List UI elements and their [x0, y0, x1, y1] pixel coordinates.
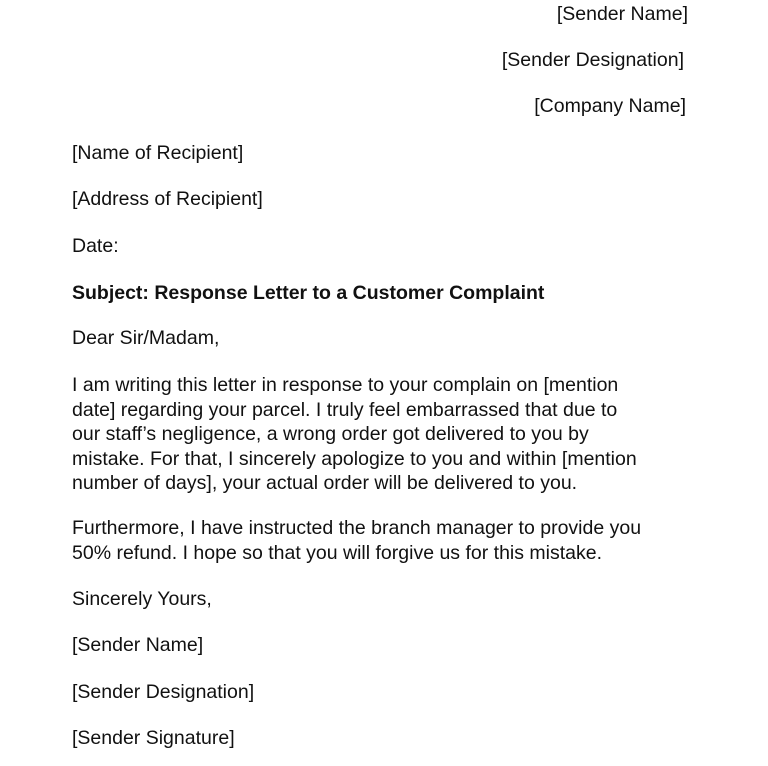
- sender-name-header: [Sender Name]: [556, 3, 688, 25]
- salutation: Dear Sir/Madam,: [72, 327, 220, 349]
- sender-designation-header: [Sender Designation]: [501, 49, 684, 71]
- body-paragraph-1: [72, 373, 712, 496]
- sender-signature: [Sender Signature]: [72, 727, 235, 749]
- signature-sender-name: [Sender Name]: [72, 634, 204, 656]
- recipient-address: [Address of Recipient]: [72, 188, 263, 210]
- signature-sender-designation: [Sender Designation]: [72, 681, 255, 703]
- closing: Sincerely Yours,: [72, 588, 212, 610]
- recipient-name: [Name of Recipient]: [72, 142, 244, 164]
- paragraph-line: number of days], your actual order will be delivered to you.: [72, 472, 578, 494]
- paragraph-line: mistake. For that, I sincerely apologize to you and within [mention: [72, 447, 637, 470]
- paragraph-line: 50% refund. I hope so that you will forgive us for this mistake.: [72, 541, 603, 564]
- date-label: Date:: [72, 235, 119, 257]
- paragraph-line: our staff’s negligence, a wrong order got delivered to you by: [72, 423, 589, 445]
- body-paragraph-2: [72, 516, 712, 565]
- company-name-header: [Company Name]: [534, 95, 686, 117]
- paragraph-line: Furthermore, I have instructed the branch manager to provide you: [72, 517, 642, 539]
- paragraph-line: I am writing this letter in response to your complain on [mention: [72, 374, 619, 396]
- subject-line: Subject: Response Letter to a Customer Complaint: [72, 282, 545, 304]
- paragraph-line: date] regarding your parcel. I truly feel embarrassed that due to: [72, 398, 618, 421]
